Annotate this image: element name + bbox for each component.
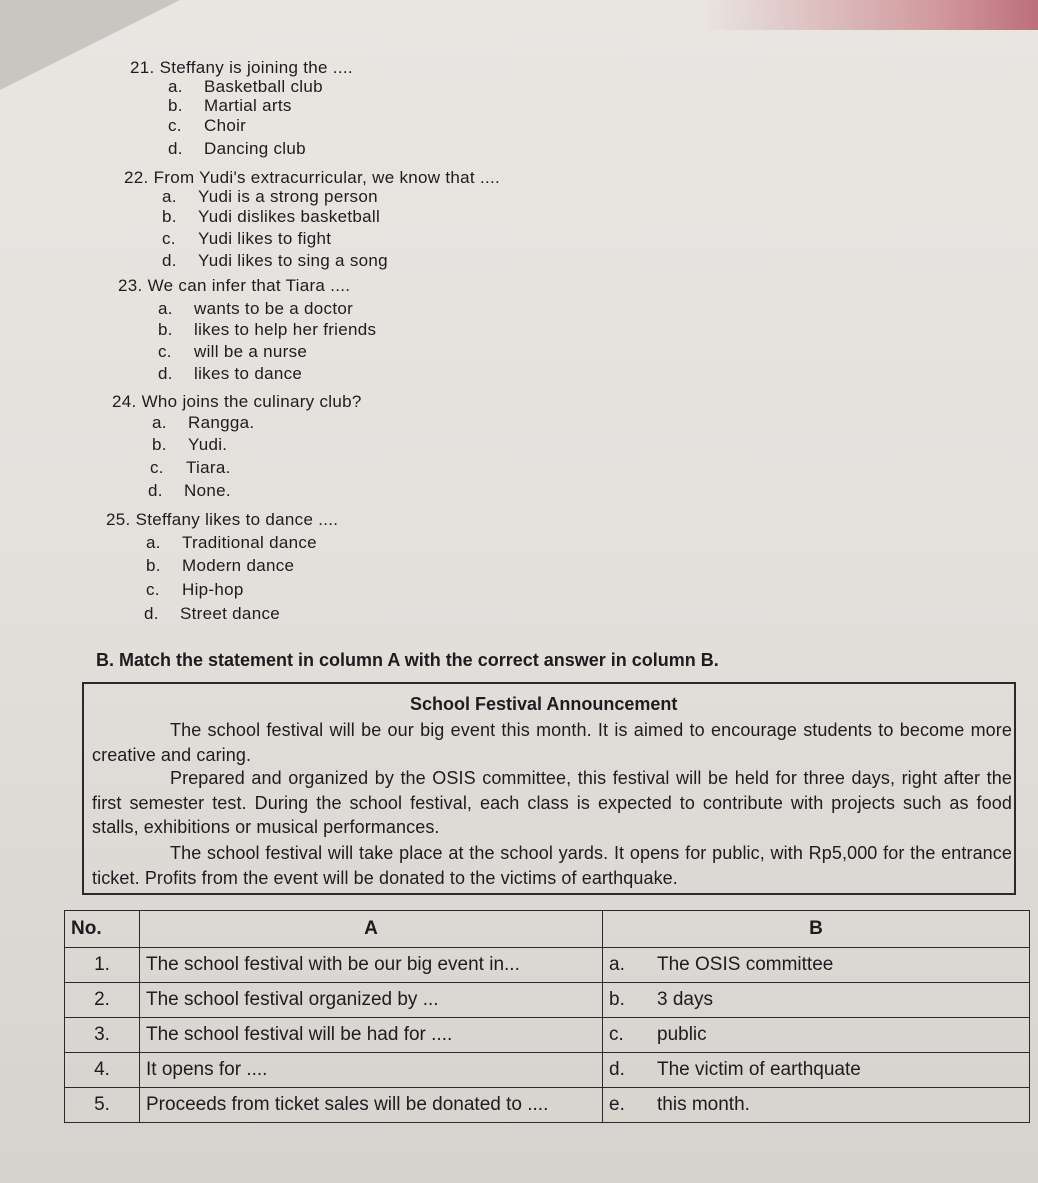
table-row [65,983,1030,1018]
option-letter: a. [158,299,173,318]
option-letter: c. [150,458,164,477]
question-25 [106,510,338,530]
option-24a [152,413,254,433]
answer-b: public [651,1018,1030,1053]
option-letter: b. [158,320,173,339]
announcement-paragraph-1 [92,718,1012,767]
option-letter: c. [168,116,182,135]
header-a: A [140,911,603,948]
option-text: Modern dance [182,556,295,575]
paragraph-text: The school festival will take place at the school yards. It opens for public, with Rp5,000 for the entrance ticket. Profits from the event will be donated to the victims of earthquake. [92,843,1012,888]
option-text: Martial arts [204,96,292,115]
row-number: 3. [65,1018,140,1053]
statement-a: The school festival will be had for .... [140,1018,603,1053]
matching-table [64,910,1030,1123]
option-letter: a. [162,187,177,206]
question-text: From Yudi's extracurricular, we know that .... [153,168,501,187]
option-letter: a. [152,413,167,432]
question-text: We can infer that Tiara .... [147,276,351,295]
option-letter: b. [162,207,177,226]
option-text: Yudi likes to fight [198,229,332,248]
table-row [65,1018,1030,1053]
option-25d [144,604,280,624]
row-number: 2. [65,983,140,1018]
announcement-paragraph-3 [92,841,1012,890]
option-letter: b. [152,435,167,454]
option-21d [168,139,306,159]
option-21c [168,116,246,136]
option-letter: c. [158,342,172,361]
option-letter: d. [162,251,177,270]
option-text: Hip-hop [182,580,244,599]
question-23 [118,276,350,296]
option-letter: d. [148,481,163,500]
option-text: Dancing club [204,139,306,158]
table-row [65,1053,1030,1088]
question-21 [130,58,353,78]
option-23d [158,364,302,384]
question-text: Steffany likes to dance .... [135,510,339,529]
header-b: B [603,911,1030,948]
answer-letter: a. [603,948,652,983]
option-text: will be a nurse [194,342,308,361]
answer-b: The victim of earthquate [651,1053,1030,1088]
option-text: likes to dance [194,364,303,383]
option-text: Basketball club [204,77,323,96]
option-text: Yudi. [188,435,228,454]
answer-letter: d. [603,1053,652,1088]
option-22c [162,229,331,249]
table-row [65,1088,1030,1123]
option-letter: a. [146,533,161,552]
statement-a: The school festival organized by ... [140,983,603,1018]
row-number: 5. [65,1088,140,1123]
question-number: 23. [118,276,143,295]
option-letter: c. [146,580,160,599]
option-text: Rangga. [188,413,255,432]
option-text: Yudi dislikes basketball [198,207,381,226]
option-text: Choir [204,116,247,135]
answer-b: this month. [651,1088,1030,1123]
option-text: Street dance [180,604,280,623]
answer-letter: e. [603,1088,652,1123]
option-22b [162,207,380,227]
option-22a [162,187,378,207]
option-letter: b. [146,556,161,575]
option-text: likes to help her friends [194,320,377,339]
option-25a [146,533,317,553]
question-number: 21. [130,58,155,77]
question-number: 25. [106,510,131,529]
announcement-title: School Festival Announcement [410,694,678,714]
announcement-paragraph-2 [92,766,1012,840]
question-22 [124,168,500,188]
option-text: Traditional dance [182,533,317,552]
table-row [65,948,1030,983]
option-24d [148,481,231,501]
option-letter: d. [144,604,159,623]
question-number: 22. [124,168,149,187]
header-no: No. [65,911,140,948]
statement-a: The school festival with be our big event in... [140,948,603,983]
answer-b: 3 days [651,983,1030,1018]
question-number: 24. [112,392,137,411]
option-24c [150,458,231,478]
option-letter: d. [168,139,183,158]
option-25b [146,556,294,576]
statement-a: It opens for .... [140,1053,603,1088]
table-header-row [65,911,1030,948]
option-letter: d. [158,364,173,383]
option-24b [152,435,227,455]
option-text: Yudi likes to sing a song [198,251,388,270]
option-text: Tiara. [186,458,231,477]
answer-letter: b. [603,983,652,1018]
option-22d [162,251,388,271]
option-23c [158,342,307,362]
answer-b: The OSIS committee [651,948,1030,983]
option-text: None. [184,481,231,500]
option-letter: b. [168,96,183,115]
option-21a [168,77,323,97]
answer-letter: c. [603,1018,652,1053]
paragraph-text: The school festival will be our big event this month. It is aimed to encourage students to become more creative and caring. [92,720,1012,765]
section-b-heading: B. Match the statement in column A with the correct answer in column B. [96,650,719,670]
question-text: Steffany is joining the .... [159,58,353,77]
option-letter: c. [162,229,176,248]
option-23b [158,320,376,340]
paragraph-text: Prepared and organized by the OSIS committee, this festival will be held for three days, right after the first semester test. During the school festival, each class is expected to contribute with projects such as food stalls, exhibitions or musical performances. [92,768,1012,837]
row-number: 4. [65,1053,140,1088]
option-25c [146,580,244,600]
option-text: wants to be a doctor [194,299,354,318]
row-number: 1. [65,948,140,983]
option-text: Yudi is a strong person [198,187,378,206]
option-21b [168,96,292,116]
statement-a: Proceeds from ticket sales will be donated to .... [140,1088,603,1123]
question-24 [112,392,362,412]
option-23a [158,299,353,319]
red-stain-top-edge [700,0,1038,30]
option-letter: a. [168,77,183,96]
question-text: Who joins the culinary club? [141,392,362,411]
